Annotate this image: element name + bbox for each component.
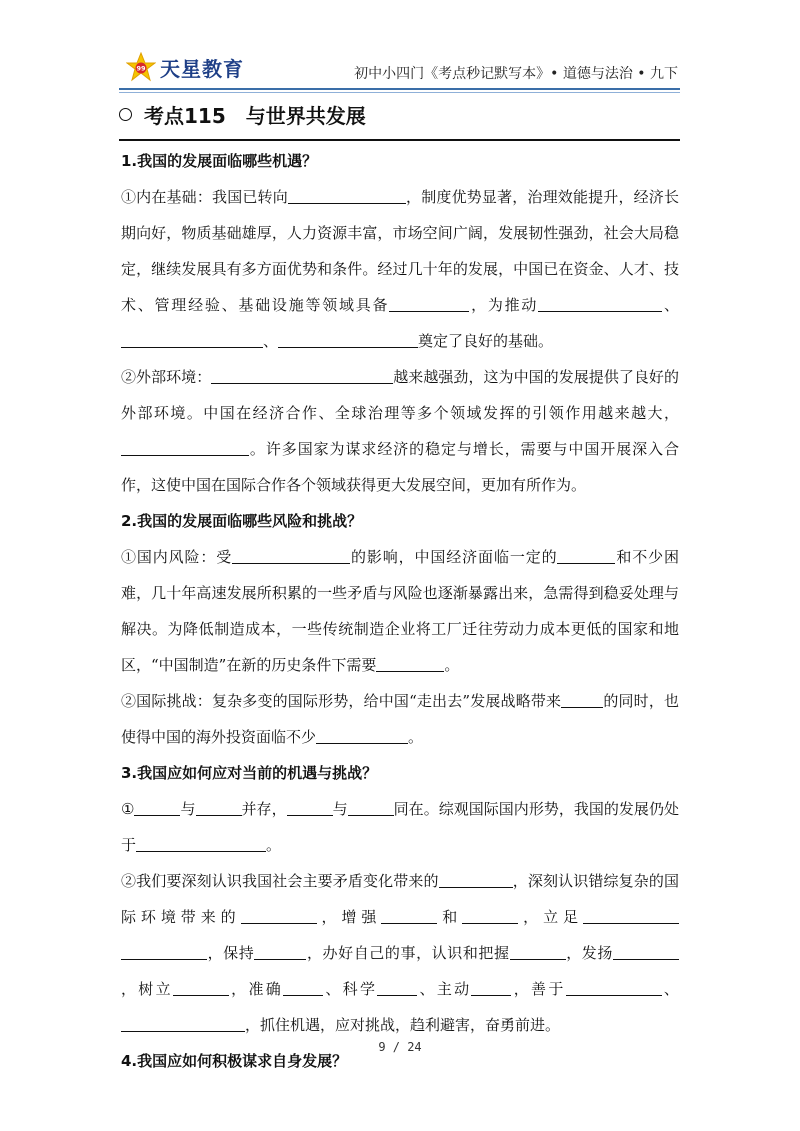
fill-blank[interactable]: [348, 800, 394, 816]
series-title: 初中小四门《考点秒记默写本》• 道德与法治 • 九下: [354, 66, 678, 82]
fill-blank[interactable]: [510, 944, 566, 960]
header-divider: [119, 88, 680, 90]
star-icon: [126, 52, 156, 82]
fill-blank[interactable]: [381, 908, 437, 924]
circle-bullet-icon: [119, 108, 132, 121]
logo-text: 天星教育: [160, 56, 244, 81]
fill-blank[interactable]: [288, 188, 406, 204]
fill-blank[interactable]: [538, 296, 580, 312]
fill-blank[interactable]: [134, 800, 180, 816]
fill-blank[interactable]: [462, 908, 518, 924]
fill-blank[interactable]: [241, 908, 317, 924]
fill-blank[interactable]: [278, 332, 418, 348]
answer-paragraph: ①内在基础：我国已转向 ，制度优势显著，治理效能提升，经济长期向好，物质基础雄厚，人力资源丰富，市场空间广阔，发展韧性强劲，社会大局稳定，继续发展具有多方面优势和条件。经过几十年的发展，中国已在资金、人才、技术、管理经验、基础设施等领域具备 ，为推动 、、 奠定了良好的基础。: [121, 188, 679, 350]
fill-blank[interactable]: [566, 980, 608, 996]
fill-blank[interactable]: [608, 980, 662, 996]
logo-badge: 99: [136, 64, 146, 73]
topic-title: 考点115 与世界共发展: [144, 104, 366, 128]
answer-paragraph: ②我们要深刻认识我国社会主要矛盾变化带来的 ，深刻认识错综复杂的国际环境带来的 ，增强 和 ，立足，保持 ，办好自己的事，认识和把握 ，发扬，树立 ，准确 、科学 、主动 ，善于 、，抓住机遇，应对挑战，趋利避害，奋勇前进。: [121, 872, 679, 1034]
fill-blank[interactable]: [196, 800, 242, 816]
fill-blank[interactable]: [439, 872, 513, 888]
fill-blank[interactable]: [173, 980, 229, 996]
fill-blank[interactable]: [316, 728, 408, 744]
header-divider-thin: [119, 92, 680, 93]
fill-blank[interactable]: [121, 332, 263, 348]
fill-blank[interactable]: [254, 944, 306, 960]
topic-divider: [119, 139, 680, 141]
fill-blank[interactable]: [561, 692, 603, 708]
fill-blank[interactable]: [283, 980, 323, 996]
question-title: 4.我国应如何积极谋求自身发展？: [121, 1052, 348, 1070]
fill-blank[interactable]: [580, 296, 662, 312]
fill-blank[interactable]: [377, 980, 417, 996]
fill-blank[interactable]: [639, 944, 679, 960]
fill-blank[interactable]: [121, 1016, 245, 1032]
worksheet-body: [121, 143, 679, 1079]
answer-paragraph: ②国际挑战：复杂多变的国际形势，给中国“走出去”发展战略带来 的同时，也使得中国的海外投资面临不少 。: [121, 692, 679, 746]
fill-blank[interactable]: [557, 548, 615, 564]
answer-paragraph: ① 与 并存， 与 同在。综观国际国内形势，我国的发展仍处于 。: [121, 800, 679, 854]
fill-blank[interactable]: [121, 440, 249, 456]
logo: [126, 52, 244, 82]
fill-blank[interactable]: [613, 944, 639, 960]
fill-blank[interactable]: [211, 368, 393, 384]
question-title: 3.我国应如何应对当前的机遇与挑战？: [121, 764, 378, 782]
fill-blank[interactable]: [583, 908, 679, 924]
fill-blank[interactable]: [232, 548, 350, 564]
answer-paragraph: ②外部环境： 越来越强劲，这为中国的发展提供了良好的外部环境。中国在经济合作、全球治理等多个领域发挥的引领作用越来越大，。许多国家为谋求经济的稳定与增长，需要与中国开展深入合作，这使中国在国际合作各个领域获得更大发展空间，更加有所作为。: [121, 368, 679, 494]
fill-blank[interactable]: [121, 944, 207, 960]
question-title: 2.我国的发展面临哪些风险和挑战？: [121, 512, 363, 530]
fill-blank[interactable]: [136, 836, 266, 852]
fill-blank[interactable]: [287, 800, 333, 816]
fill-blank[interactable]: [471, 980, 511, 996]
fill-blank[interactable]: [389, 296, 469, 312]
page-number: 9 / 24: [378, 1040, 422, 1054]
answer-paragraph: ①国内风险：受 的影响，中国经济面临一定的 和不少困难，几十年高速发展所积累的一些矛盾与风险也逐渐暴露出来，急需得到稳妥处理与解决。为降低制造成本，一些传统制造企业将工厂迁往劳动力成本更低的国家和地区，“中国制造”在新的历史条件下需要 。: [121, 548, 679, 674]
question-title: 1.我国的发展面临哪些机遇？: [121, 152, 318, 170]
fill-blank[interactable]: [376, 656, 444, 672]
topic-heading: [119, 100, 366, 129]
